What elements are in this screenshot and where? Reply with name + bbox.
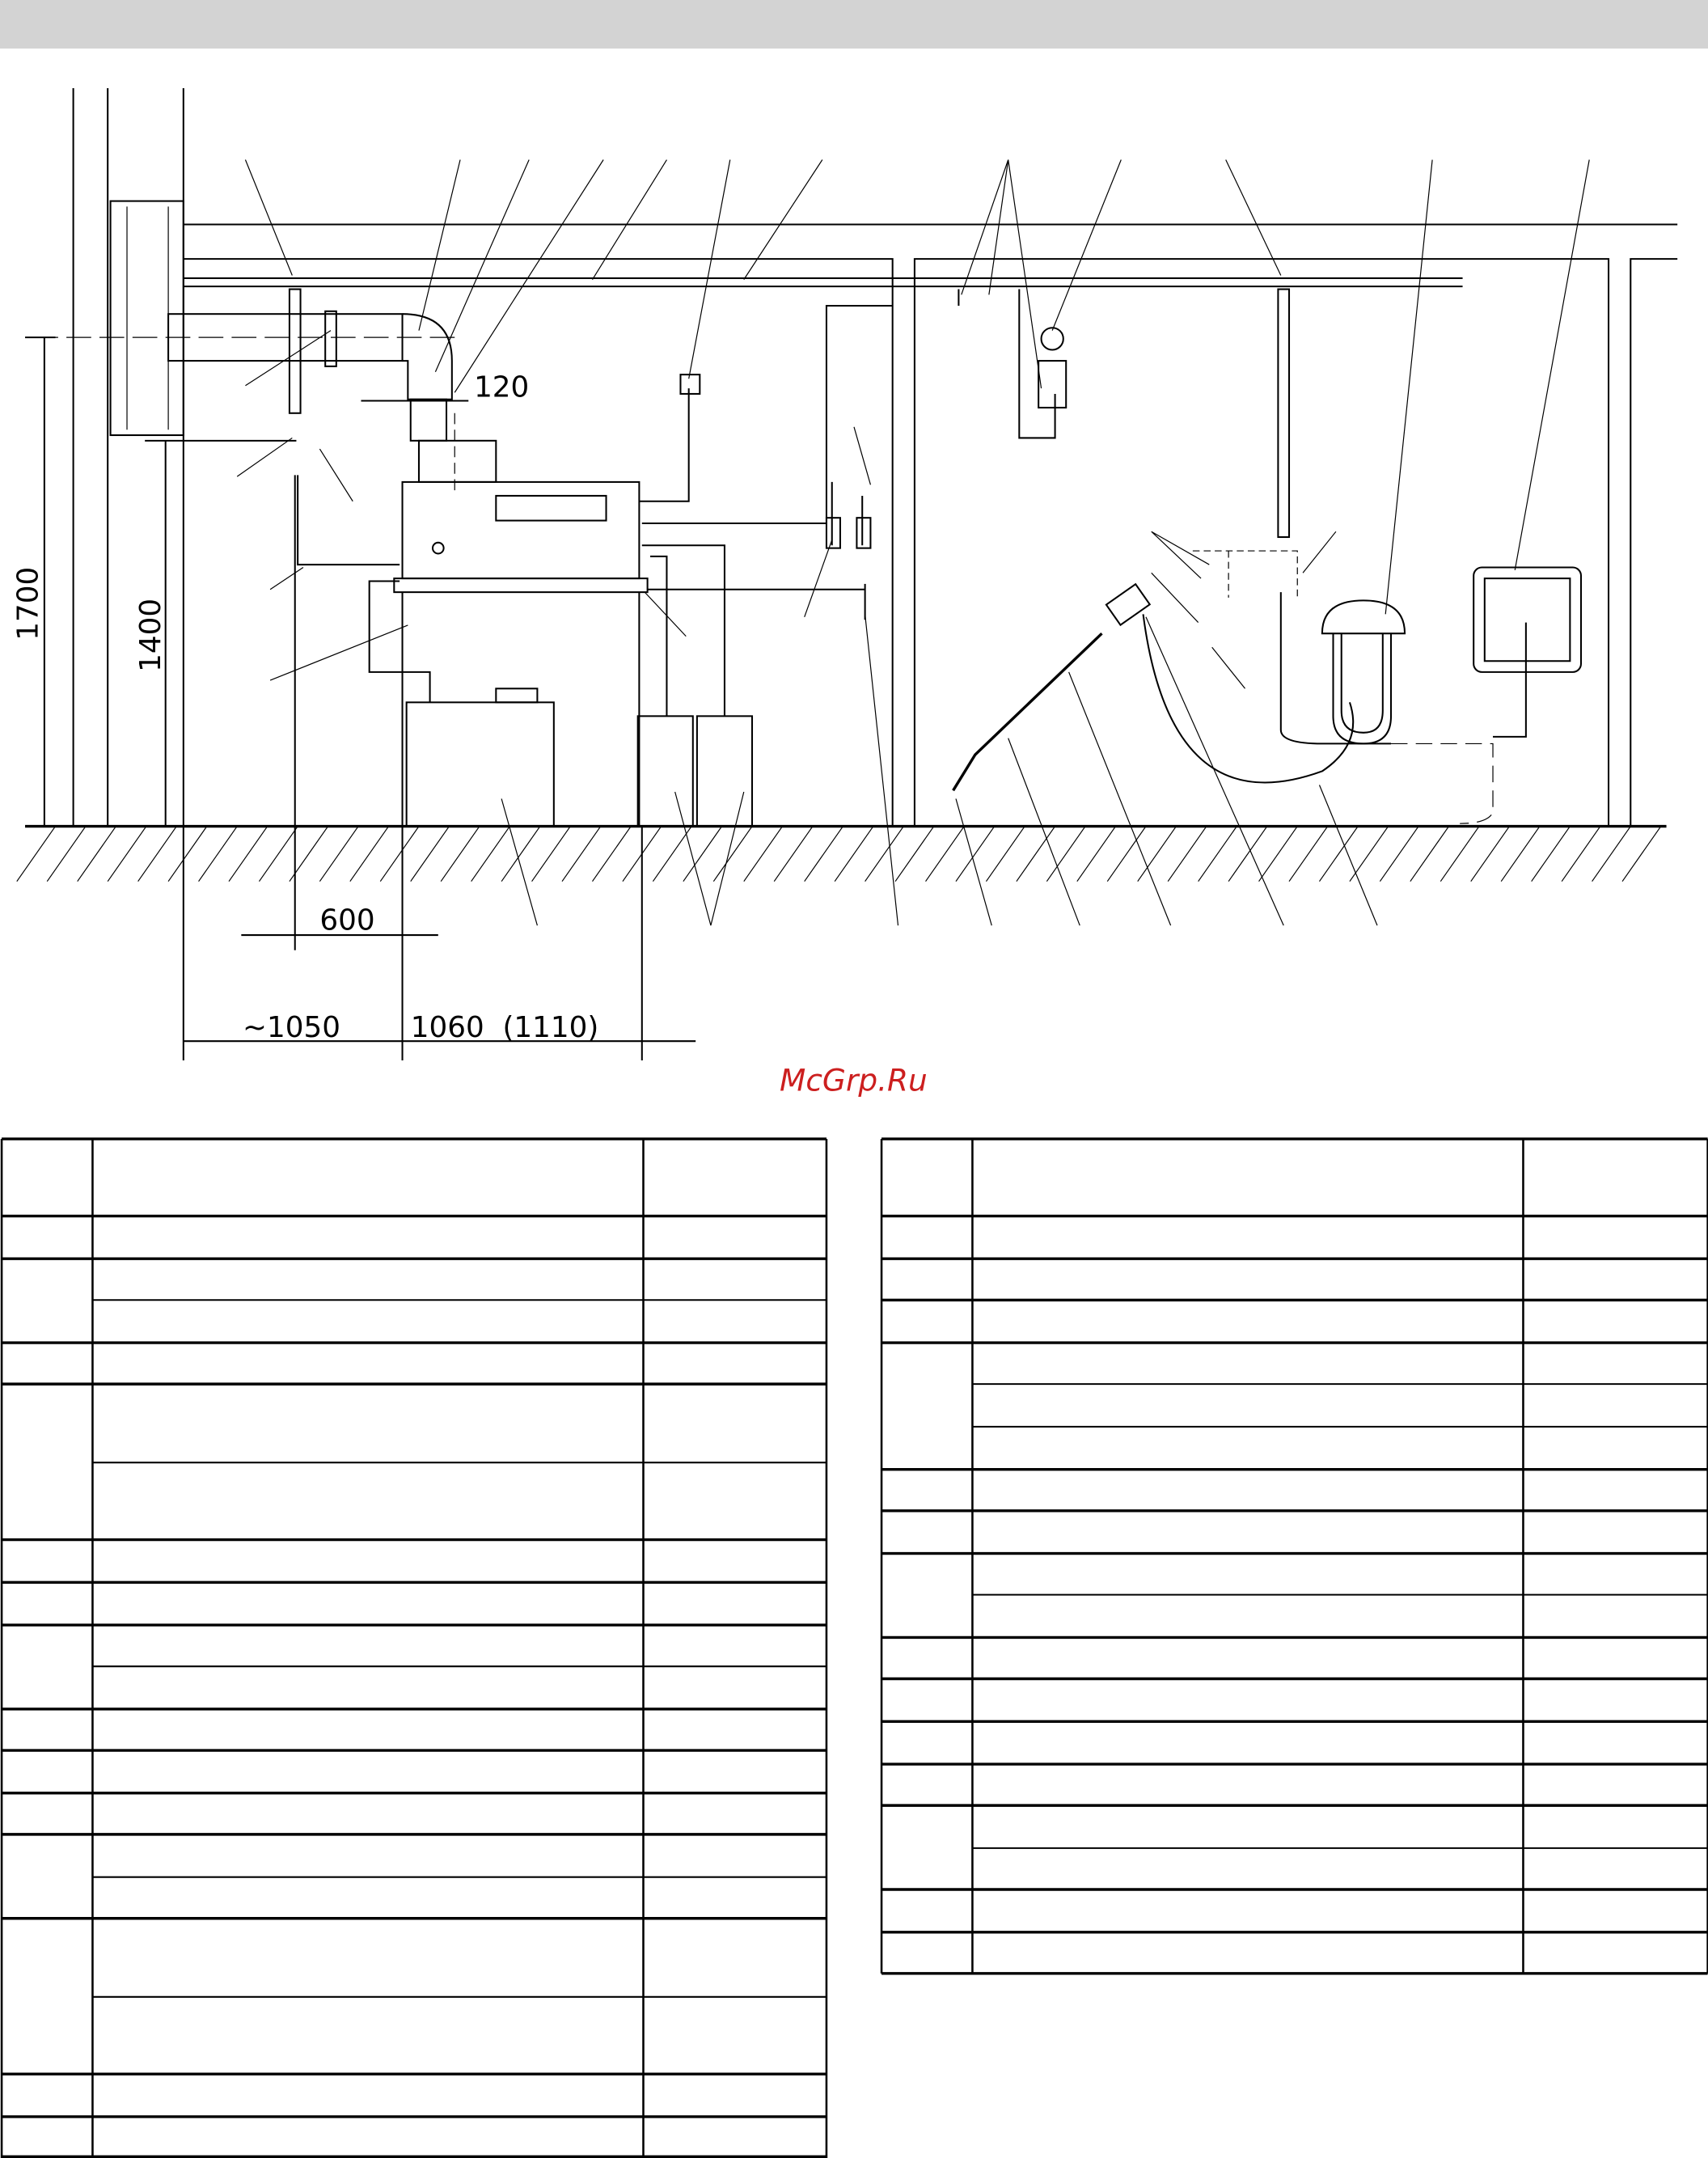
- dim-1060: 1060 (1110): [410, 1011, 599, 1045]
- floor-hatch-line: [774, 827, 813, 882]
- floor-hatch-line: [47, 827, 86, 882]
- floor-hatch-line: [1017, 827, 1055, 882]
- floor-hatch-line: [1440, 827, 1479, 882]
- water-pipes: [184, 278, 1463, 620]
- floor-hatch-line: [744, 827, 783, 882]
- floor-hatch-line: [956, 827, 995, 882]
- floor-hatch-line: [593, 827, 632, 882]
- floor-hatch-line: [1138, 827, 1177, 882]
- floor-hatch-line: [411, 827, 450, 882]
- floor-hatch-line: [1289, 827, 1328, 882]
- floor-hatch-line: [138, 827, 177, 882]
- dim-120: 120: [474, 370, 530, 404]
- floor-hatch-line: [986, 827, 1025, 882]
- floor-hatch-line: [1228, 827, 1267, 882]
- heater-unit: [298, 306, 893, 827]
- floor-hatch-line: [229, 827, 268, 882]
- dimension-lines: [25, 337, 695, 1060]
- floor-hatch-line: [1562, 827, 1600, 882]
- floor-hatch-line: [259, 827, 298, 882]
- dim-600: 600: [319, 903, 375, 937]
- floor-hatch-line: [683, 827, 722, 882]
- floor-hatch-line: [1319, 827, 1358, 882]
- floor-hatch-line: [1199, 827, 1237, 882]
- wall-opening: [111, 201, 184, 435]
- floor-hatch-line: [865, 827, 904, 882]
- detergent-canister-1: [638, 716, 693, 826]
- floor-hatch-line: [501, 827, 540, 882]
- floor-hatch-line: [1107, 827, 1146, 882]
- floor-hatch-line: [471, 827, 510, 882]
- floor: [17, 827, 1667, 882]
- floor-hatch-line: [168, 827, 207, 882]
- floor-hatch-line: [350, 827, 389, 882]
- walls: [74, 88, 1678, 1060]
- parts-table-right: [881, 1139, 1708, 1974]
- pressure-switch: [680, 374, 700, 394]
- watermark: McGrp.Ru: [780, 1062, 928, 1098]
- floor-hatch-line: [1501, 827, 1540, 882]
- floor-hatch-line: [532, 827, 571, 882]
- floor-hatch-line: [1592, 827, 1631, 882]
- control-panel: [496, 496, 606, 521]
- floor-hatch-line: [1622, 827, 1661, 882]
- floor-hatch-line: [835, 827, 873, 882]
- floor-hatch-line: [1259, 827, 1298, 882]
- floor-hatch-line: [1077, 827, 1116, 882]
- parts-table-left: [2, 1139, 827, 2158]
- detergent-canister-2: [697, 716, 752, 826]
- floor-hatch-line: [441, 827, 480, 882]
- floor-hatch-line: [1168, 827, 1207, 882]
- floor-hatch-line: [805, 827, 843, 882]
- floor-hatch-line: [1410, 827, 1449, 882]
- floor-hatch-line: [108, 827, 146, 882]
- fuel-tank: [407, 702, 554, 826]
- flue-pipe: [33, 311, 454, 441]
- dim-1700: 1700: [11, 566, 45, 641]
- dim-1050: ~1050: [243, 1011, 340, 1045]
- floor-hatch-line: [926, 827, 965, 882]
- floor-hatch-line: [895, 827, 934, 882]
- floor-hatch-line: [380, 827, 419, 882]
- floor-hatch-line: [562, 827, 601, 882]
- floor-hatch-line: [17, 827, 56, 882]
- floor-hatch-line: [1532, 827, 1571, 882]
- dim-1400: 1400: [133, 598, 167, 672]
- hose-reel: [1322, 600, 1493, 823]
- spray-lance: [953, 584, 1391, 790]
- floor-hatch-line: [199, 827, 238, 882]
- floor-hatch-line: [319, 827, 358, 882]
- floor-hatch-line: [653, 827, 691, 882]
- floor-hatch-line: [1380, 827, 1418, 882]
- remote-control-box: [1473, 567, 1581, 736]
- floor-hatch-line: [1471, 827, 1510, 882]
- floor-hatch-line: [78, 827, 116, 882]
